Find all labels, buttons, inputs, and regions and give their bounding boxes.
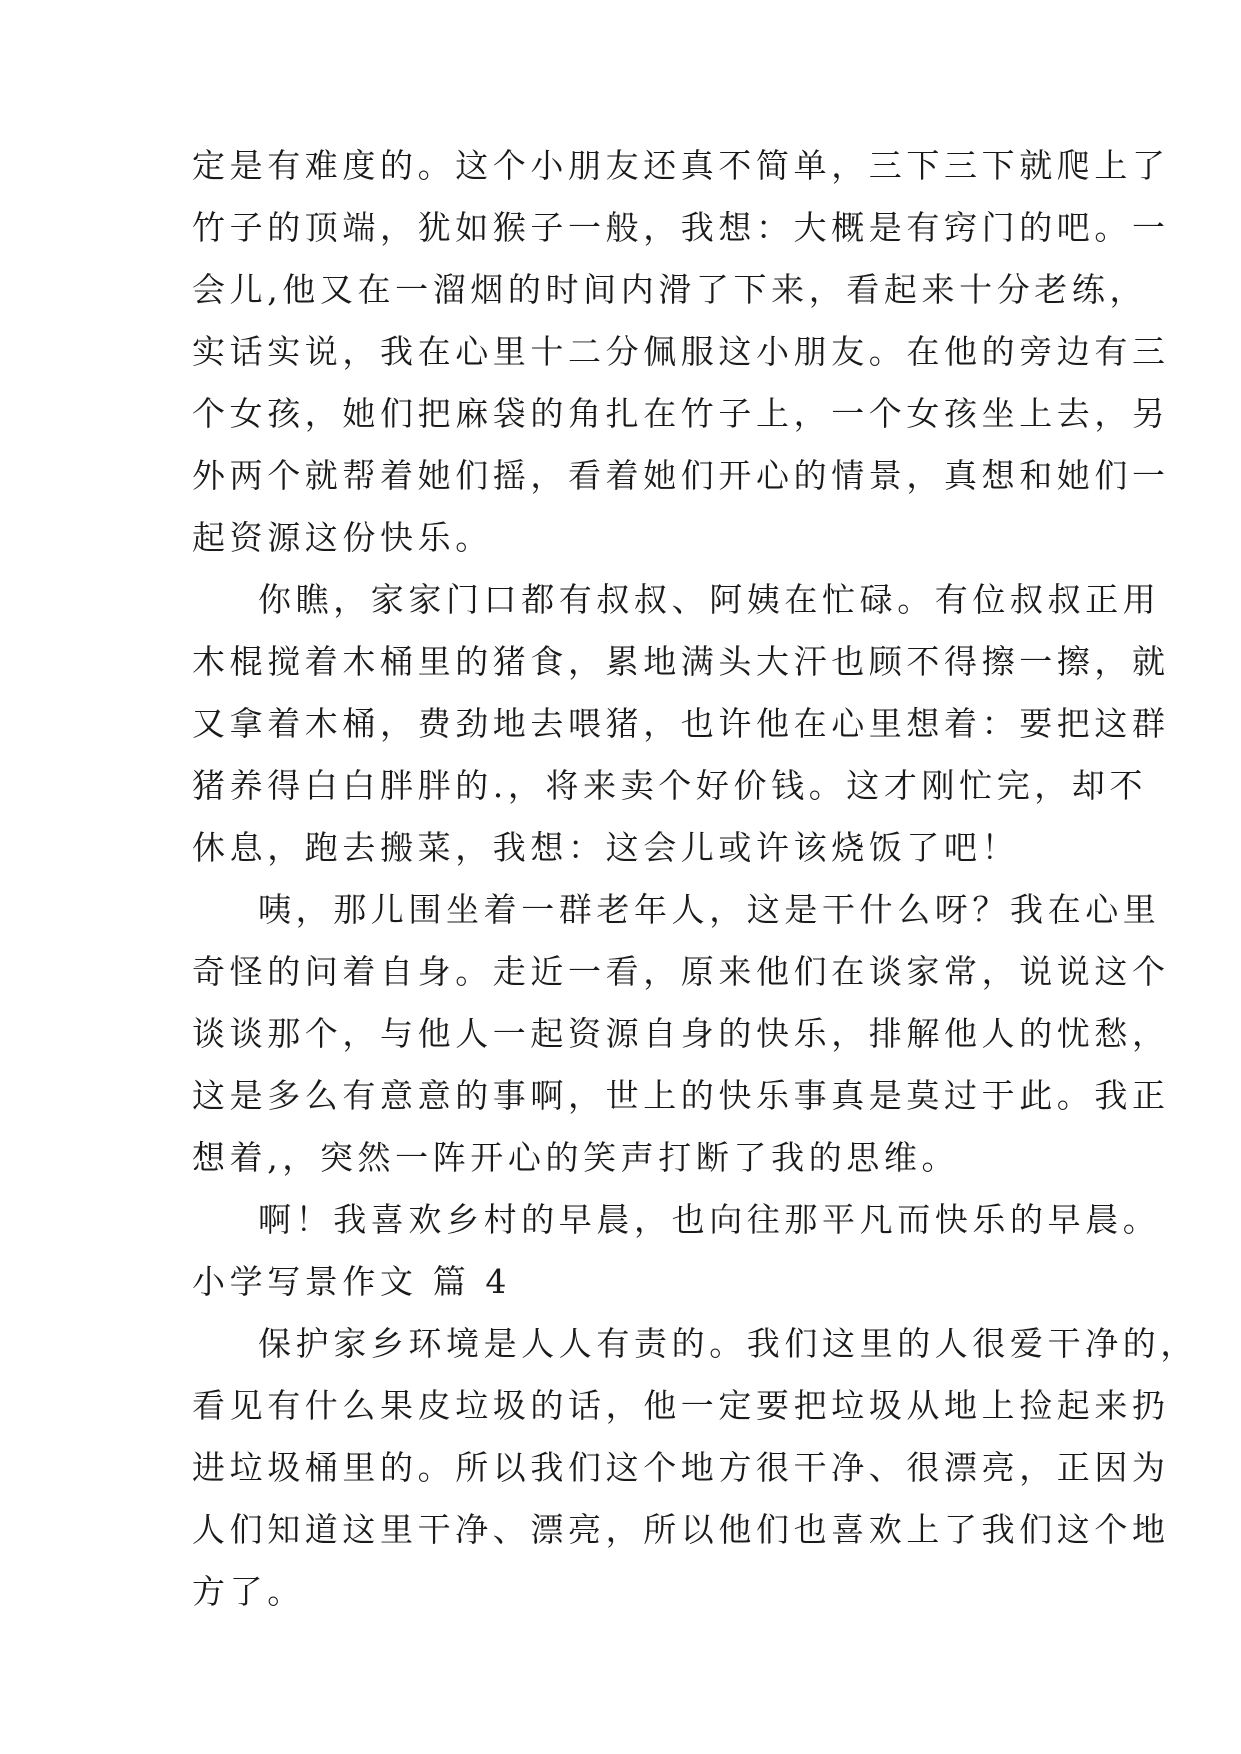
text-line-6: 外两个就帮着她们摇，看着她们开心的情景，真想和她们一 xyxy=(192,456,1170,495)
text-line-3: 会儿,他又在一溜烟的时间内滑了下来，看起来十分老练， xyxy=(192,270,1148,309)
text-line-22: 进垃圾桶里的。所以我们这个地方很干净、很漂亮，正因为 xyxy=(192,1448,1170,1487)
text-line-16: 这是多么有意意的事啊，世上的快乐事真是莫过于此。我正 xyxy=(192,1076,1170,1115)
text-line-11: 猪养得白白胖胖的.，将来卖个好价钱。这才刚忙完，却不 xyxy=(192,766,1148,805)
text-line-15: 谈谈那个，与他人一起资源自身的快乐，排解他人的忧愁， xyxy=(192,1014,1170,1053)
text-line-10: 又拿着木桶，费劲地去喂猪，也许他在心里想着：要把这群 xyxy=(192,704,1170,743)
text-line-18: 啊！我喜欢乡村的早晨，也向往那平凡而快乐的早晨。 xyxy=(258,1200,1161,1239)
text-line-20: 保护家乡环境是人人有责的。我们这里的人很爱干净的， xyxy=(258,1324,1198,1363)
section-heading: 小学写景作文 篇 4 xyxy=(192,1262,511,1301)
text-line-2: 竹子的顶端，犹如猴子一般，我想：大概是有窍门的吧。一 xyxy=(192,208,1170,247)
text-line-17: 想着,，突然一阵开心的笑声打断了我的思维。 xyxy=(192,1138,960,1177)
text-line-12: 休息，跑去搬菜，我想：这会儿或许该烧饭了吧！ xyxy=(192,828,1020,867)
text-line-8: 你瞧，家家门口都有叔叔、阿姨在忙碌。有位叔叔正用 xyxy=(258,580,1161,619)
text-line-9: 木棍搅着木桶里的猪食，累地满头大汗也顾不得擦一擦，就 xyxy=(192,642,1170,681)
text-line-5: 个女孩，她们把麻袋的角扎在竹子上，一个女孩坐上去，另 xyxy=(192,394,1170,433)
text-line-4: 实话实说，我在心里十二分佩服这小朋友。在他的旁边有三 xyxy=(192,332,1170,371)
text-line-14: 奇怪的问着自身。走近一看，原来他们在谈家常，说说这个 xyxy=(192,952,1170,991)
text-line-7: 起资源这份快乐。 xyxy=(192,518,493,557)
text-line-1: 定是有难度的。这个小朋友还真不简单，三下三下就爬上了 xyxy=(192,146,1170,185)
text-line-23: 人们知道这里干净、漂亮，所以他们也喜欢上了我们这个地 xyxy=(192,1510,1170,1549)
text-line-24: 方了。 xyxy=(192,1572,305,1611)
text-line-13: 咦，那儿围坐着一群老年人，这是干什么呀？我在心里 xyxy=(258,890,1161,929)
text-line-21: 看见有什么果皮垃圾的话，他一定要把垃圾从地上捡起来扔 xyxy=(192,1386,1170,1425)
